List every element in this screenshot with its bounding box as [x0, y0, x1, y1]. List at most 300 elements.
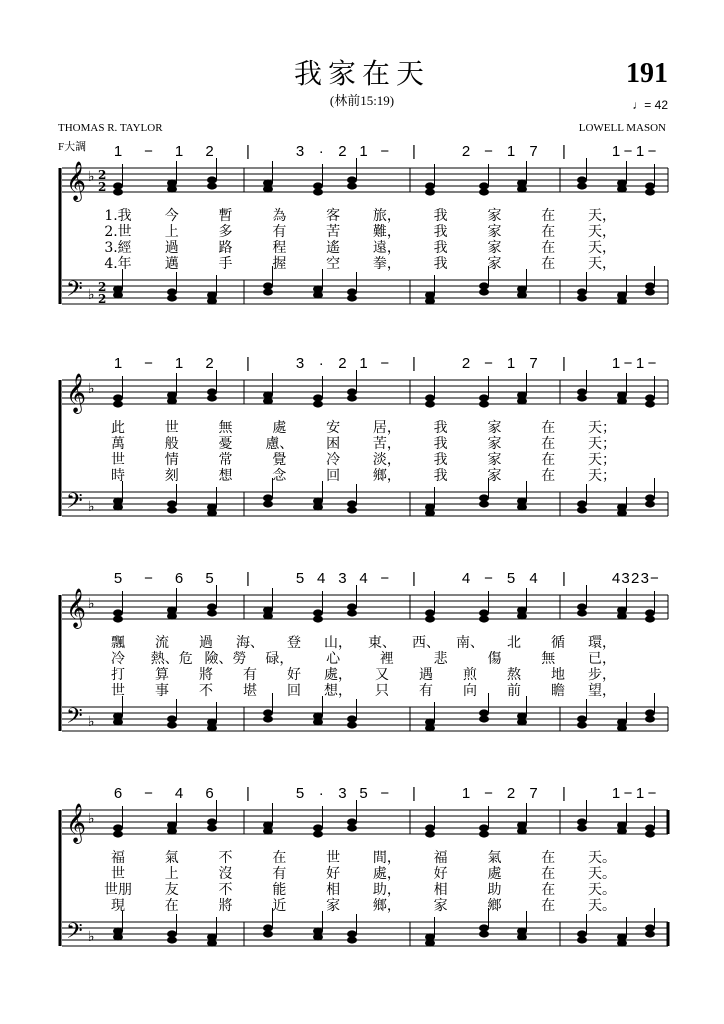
- jianpu-note: 3: [338, 785, 347, 802]
- music-system-2: [0, 350, 724, 540]
- lyric-syllable: 過: [164, 240, 179, 256]
- lyric-syllable: 家: [487, 452, 502, 468]
- lyric-syllable: 能: [272, 882, 287, 898]
- flat-icon: ♭: [88, 929, 95, 945]
- notehead: [577, 721, 587, 728]
- jianpu-note: 1: [611, 785, 621, 802]
- jianpu-note: 2: [338, 143, 347, 160]
- lyric-syllable: 煎: [463, 667, 477, 683]
- time-signature: 2: [98, 168, 107, 182]
- jianpu-note: 5: [113, 570, 123, 587]
- jianpu-note: 2: [631, 570, 640, 587]
- lyric-syllable: 路: [218, 240, 233, 256]
- notehead: [167, 397, 177, 404]
- notehead: [645, 615, 655, 622]
- notehead: [617, 509, 627, 516]
- lyric-syllable: 我: [433, 256, 448, 272]
- lyric-syllable: 冷: [326, 452, 341, 468]
- notehead: [617, 724, 627, 731]
- jianpu-note: 1: [359, 355, 368, 372]
- jianpu-note: 2: [205, 355, 214, 372]
- jianpu-note: 5: [359, 785, 368, 802]
- jianpu-note: 1: [611, 143, 621, 160]
- lyric-syllable: 在: [541, 256, 556, 272]
- lyric-syllable: 家: [433, 898, 448, 914]
- jianpu-barline: |: [562, 143, 566, 160]
- notehead: [207, 824, 217, 831]
- composer-credit: LOWELL MASON: [578, 122, 666, 134]
- lyric-syllable: 在: [541, 898, 556, 914]
- notehead: [645, 500, 655, 507]
- notehead: [425, 400, 435, 407]
- lyric-syllable: 常: [218, 452, 233, 468]
- bass-clef-icon: 𝄢: [66, 277, 83, 307]
- lyric-syllable: 熬: [507, 667, 521, 683]
- lyric-syllable: 4.年: [104, 256, 132, 272]
- jianpu-note: 4: [174, 785, 184, 802]
- notehead: [577, 182, 587, 189]
- lyric-syllable: 向: [463, 683, 477, 699]
- jianpu-note: 3: [621, 570, 630, 587]
- lyric-syllable: 家: [487, 420, 502, 436]
- lyric-syllable: 北: [507, 635, 521, 651]
- jianpu-note: 4: [461, 570, 471, 587]
- lyric-syllable: 無: [218, 420, 233, 436]
- jianpu-note: 6: [205, 785, 214, 802]
- notehead: [167, 612, 177, 619]
- jianpu-barline: |: [246, 570, 250, 587]
- lyric-syllable: 險、勞: [204, 651, 247, 667]
- notehead: [167, 827, 177, 834]
- lyric-syllable: 在: [541, 882, 556, 898]
- lyric-syllable: 氣: [164, 850, 179, 866]
- scripture-reference: (林前15:19): [329, 93, 395, 108]
- jianpu-barline: |: [412, 785, 416, 802]
- notehead: [577, 824, 587, 831]
- lyric-syllable: 過: [199, 635, 213, 651]
- lyric-syllable: 慮、: [265, 436, 294, 452]
- lyric-syllable: 有: [243, 667, 257, 683]
- jianpu-barline: |: [562, 355, 566, 372]
- lyric-syllable: 我: [433, 208, 448, 224]
- notehead: [577, 936, 587, 943]
- jianpu-note: −: [144, 785, 153, 802]
- notehead: [347, 394, 357, 401]
- jianpu-note: 2: [461, 355, 471, 372]
- jianpu-note: −: [623, 143, 633, 160]
- lyric-syllable: 天。: [588, 898, 616, 914]
- lyric-syllable: 沒: [218, 866, 233, 882]
- jianpu-note: 1: [461, 785, 471, 802]
- lyric-syllable: 般: [164, 436, 179, 452]
- jianpu-note: −: [484, 355, 493, 372]
- lyric-syllable: 冷: [111, 651, 125, 667]
- lyric-syllable: 家: [487, 468, 502, 484]
- time-signature: 2: [98, 180, 107, 194]
- notehead: [347, 609, 357, 616]
- lyric-syllable: 家: [487, 208, 502, 224]
- jianpu-note: −: [380, 570, 390, 587]
- notehead: [207, 509, 217, 516]
- lyric-syllable: 現: [111, 898, 125, 914]
- lyric-syllable: 3.經: [104, 240, 132, 256]
- jianpu-note: 5: [506, 570, 516, 587]
- lyric-syllable: 相: [326, 882, 341, 898]
- lyric-syllable: 覺: [272, 452, 287, 468]
- jianpu-note: 2: [506, 785, 516, 802]
- lyric-syllable: 事: [155, 683, 169, 699]
- lyric-syllable: 多: [218, 224, 233, 240]
- lyric-syllable: 客: [326, 208, 341, 224]
- lyric-syllable: 間，: [372, 850, 401, 866]
- jianpu-note: −: [380, 143, 390, 160]
- lyric-syllable: 步，: [588, 667, 616, 683]
- notehead: [167, 294, 177, 301]
- notehead: [347, 936, 357, 943]
- jianpu-note: ·: [318, 143, 324, 160]
- jianpu-note: 3: [295, 143, 305, 160]
- notehead: [113, 188, 123, 195]
- lyric-syllable: 天；: [588, 468, 616, 484]
- notehead: [313, 718, 323, 725]
- jianpu-note: 2: [461, 143, 471, 160]
- lyric-syllable: 時: [111, 468, 125, 484]
- lyric-syllable: 在: [272, 850, 287, 866]
- lyric-syllable: 天；: [588, 420, 616, 436]
- lyric-syllable: 我: [433, 420, 448, 436]
- notehead: [263, 930, 273, 937]
- lyric-syllable: 程: [272, 240, 287, 256]
- music-system-3: [0, 565, 724, 755]
- lyric-syllable: 邁: [164, 256, 179, 272]
- notehead: [167, 506, 177, 513]
- jianpu-note: 1: [174, 143, 184, 160]
- flat-icon: ♭: [88, 381, 95, 397]
- lyric-syllable: 好: [433, 866, 448, 882]
- notehead: [517, 503, 527, 510]
- notehead: [313, 291, 323, 298]
- notehead: [479, 400, 489, 407]
- notehead: [263, 397, 273, 404]
- jianpu-note: 1: [359, 143, 368, 160]
- jianpu-note: −: [623, 355, 633, 372]
- notehead: [479, 188, 489, 195]
- jianpu-barline: |: [246, 355, 250, 372]
- lyric-syllable: 念: [272, 468, 287, 484]
- treble-clef-icon: 𝄞: [66, 161, 87, 201]
- lyric-syllable: 友: [164, 882, 179, 898]
- jianpu-note: −: [144, 570, 153, 587]
- notehead: [113, 933, 123, 940]
- lyric-syllable: 在: [541, 866, 556, 882]
- jianpu-barline: |: [412, 143, 416, 160]
- lyric-syllable: 空: [326, 256, 341, 272]
- jianpu-note: 1: [635, 785, 645, 802]
- jianpu-note: −: [484, 143, 493, 160]
- jianpu-note: 2: [205, 143, 214, 160]
- notehead: [479, 830, 489, 837]
- lyric-syllable: 只: [375, 683, 389, 699]
- notehead: [645, 400, 655, 407]
- lyric-syllable: 刻: [164, 468, 179, 484]
- notehead: [347, 182, 357, 189]
- lyric-syllable: 堪: [243, 683, 257, 699]
- jianpu-note: 1: [113, 355, 123, 372]
- notehead: [425, 615, 435, 622]
- lyric-syllable: 世: [111, 452, 125, 468]
- notehead: [263, 612, 273, 619]
- lyric-syllable: 處: [487, 866, 502, 882]
- lyric-syllable: 助: [487, 882, 502, 898]
- lyric-syllable: 算: [155, 667, 169, 683]
- notehead: [313, 830, 323, 837]
- flat-icon: ♭: [88, 287, 95, 303]
- lyric-syllable: 將: [218, 898, 233, 914]
- jianpu-note: 1: [635, 355, 645, 372]
- notehead: [347, 294, 357, 301]
- lyric-syllable: 困: [326, 436, 341, 452]
- lyric-syllable: 福: [433, 850, 448, 866]
- jianpu-note: ·: [318, 355, 324, 372]
- lyric-syllable: 好: [326, 866, 341, 882]
- lyric-syllable: 情: [164, 452, 179, 468]
- notehead: [517, 291, 527, 298]
- notehead: [313, 615, 323, 622]
- notehead: [617, 939, 627, 946]
- lyric-syllable: 鄉，: [372, 898, 401, 914]
- lyric-syllable: 登: [287, 635, 301, 651]
- notehead: [617, 612, 627, 619]
- jianpu-barline: |: [246, 143, 250, 160]
- lyric-syllable: 想，: [324, 683, 352, 699]
- notehead: [113, 615, 123, 622]
- lyric-syllable: 世: [164, 420, 179, 436]
- jianpu-barline: |: [246, 785, 250, 802]
- notehead: [167, 936, 177, 943]
- jianpu-note: 6: [174, 570, 184, 587]
- bass-clef-icon: 𝄢: [66, 489, 83, 519]
- lyric-syllable: 已，: [588, 651, 616, 667]
- jianpu-note: −: [144, 143, 153, 160]
- lyric-syllable: 此: [111, 420, 125, 436]
- notehead: [517, 612, 527, 619]
- music-system-1: [0, 138, 724, 328]
- lyric-syllable: 不: [218, 850, 233, 866]
- notehead: [479, 500, 489, 507]
- notehead: [577, 294, 587, 301]
- lyric-syllable: 天，: [588, 256, 616, 272]
- lyric-syllable: 海、: [236, 635, 264, 651]
- bass-clef-icon: 𝄢: [66, 704, 83, 734]
- lyric-syllable: 拳，: [372, 256, 401, 272]
- notehead: [313, 400, 323, 407]
- lyric-syllable: 回: [326, 468, 341, 484]
- lyric-syllable: 山，: [324, 635, 352, 651]
- notehead: [617, 297, 627, 304]
- notehead: [425, 939, 435, 946]
- hymn-number: 191: [626, 58, 668, 89]
- notehead: [645, 288, 655, 295]
- jianpu-note: −: [484, 570, 493, 587]
- lyric-syllable: 相: [433, 882, 448, 898]
- lyric-syllable: 在: [541, 224, 556, 240]
- lyric-syllable: 天。: [588, 850, 616, 866]
- jianpu-note: 7: [529, 143, 538, 160]
- lyric-syllable: 在: [541, 452, 556, 468]
- lyric-syllable: 裡: [379, 651, 394, 667]
- lyric-syllable: 流: [155, 635, 169, 651]
- notehead: [425, 188, 435, 195]
- music-system-4: [0, 780, 724, 970]
- jianpu-note: ·: [318, 785, 324, 802]
- lyric-syllable: 天，: [588, 208, 616, 224]
- notehead: [517, 718, 527, 725]
- lyric-syllable: 安: [326, 420, 341, 436]
- lyric-syllable: 1.我: [104, 208, 132, 224]
- lyric-syllable: 處: [272, 420, 287, 436]
- lyric-syllable: 家: [487, 240, 502, 256]
- jianpu-note: 4: [359, 570, 368, 587]
- lyric-syllable: 家: [487, 436, 502, 452]
- notehead: [207, 939, 217, 946]
- notehead: [263, 500, 273, 507]
- notehead: [347, 824, 357, 831]
- lyric-syllable: 遠，: [372, 240, 401, 256]
- jianpu-note: 5: [295, 785, 305, 802]
- lyric-syllable: 淡，: [372, 452, 401, 468]
- notehead: [207, 297, 217, 304]
- lyric-syllable: 望，: [588, 683, 616, 699]
- jianpu-barline: |: [412, 355, 416, 372]
- notehead: [617, 827, 627, 834]
- jianpu-note: 1: [113, 143, 123, 160]
- lyric-syllable: 天，: [588, 240, 616, 256]
- notehead: [479, 930, 489, 937]
- lyric-syllable: 飄: [111, 635, 125, 651]
- key-signature-label: F大調: [58, 141, 87, 153]
- lyric-syllable: 旅，: [372, 208, 401, 224]
- jianpu-note: 7: [529, 785, 538, 802]
- jianpu-barline: |: [562, 785, 566, 802]
- lyric-syllable: 又: [375, 667, 389, 683]
- jianpu-note: −: [647, 785, 657, 802]
- lyric-syllable: 為: [272, 208, 287, 224]
- time-signature: 2: [98, 292, 107, 306]
- treble-clef-icon: 𝄞: [66, 588, 87, 628]
- lyric-syllable: 好: [287, 667, 301, 683]
- lyric-syllable: 2.世: [104, 224, 132, 240]
- lyric-syllable: 處，: [372, 866, 401, 882]
- lyric-syllable: 在: [164, 898, 179, 914]
- jianpu-note: 5: [295, 570, 305, 587]
- lyric-syllable: 助，: [372, 882, 401, 898]
- notehead: [577, 394, 587, 401]
- lyric-syllable: 我: [433, 436, 448, 452]
- lyric-syllable: 世朋: [104, 882, 132, 898]
- lyric-syllable: 南、: [456, 635, 484, 651]
- lyric-syllable: 我: [433, 240, 448, 256]
- lyric-syllable: 遙: [326, 240, 341, 256]
- lyric-syllable: 環，: [588, 635, 616, 651]
- jianpu-note: 1: [506, 355, 516, 372]
- lyric-syllable: 天；: [588, 452, 616, 468]
- lyric-syllable: 無: [541, 651, 556, 667]
- lyric-syllable: 回: [287, 683, 301, 699]
- lyric-syllable: 碌，: [265, 651, 294, 667]
- lyric-syllable: 苦: [326, 224, 341, 240]
- lyric-syllable: 鄉，: [372, 468, 401, 484]
- flat-icon: ♭: [88, 169, 95, 185]
- jianpu-note: 3: [640, 570, 649, 587]
- jianpu-note: −: [484, 785, 493, 802]
- lyric-syllable: 想: [218, 468, 233, 484]
- notehead: [263, 715, 273, 722]
- notehead: [517, 185, 527, 192]
- flat-icon: ♭: [88, 811, 95, 827]
- notehead: [263, 288, 273, 295]
- lyric-syllable: 難，: [372, 224, 401, 240]
- lyric-syllable: 處，: [324, 667, 352, 683]
- lyric-syllable: 家: [487, 256, 502, 272]
- lyric-syllable: 地: [551, 667, 565, 683]
- lyric-syllable: 我: [433, 224, 448, 240]
- lyric-syllable: 在: [541, 436, 556, 452]
- lyric-syllable: 遇: [419, 667, 433, 683]
- lyric-syllable: 我: [433, 452, 448, 468]
- lyric-syllable: 循: [551, 635, 565, 651]
- notehead: [113, 291, 123, 298]
- notehead: [207, 182, 217, 189]
- jianpu-note: 1: [174, 355, 184, 372]
- notehead: [207, 609, 217, 616]
- lyric-syllable: 今: [164, 208, 179, 224]
- lyric-syllable: 世: [111, 866, 125, 882]
- notehead: [313, 188, 323, 195]
- jianpu-note: 4: [611, 570, 621, 587]
- jianpu-note: 1: [506, 143, 516, 160]
- notehead: [425, 830, 435, 837]
- lyric-syllable: 在: [541, 850, 556, 866]
- lyric-syllable: 暫: [218, 208, 233, 224]
- jianpu-note: 3: [338, 570, 347, 587]
- lyric-syllable: 居，: [372, 420, 401, 436]
- lyric-syllable: 我: [433, 468, 448, 484]
- lyric-syllable: 天。: [588, 882, 616, 898]
- lyric-syllable: 熱、危: [150, 651, 193, 667]
- notehead: [347, 721, 357, 728]
- jianpu-note: 4: [529, 570, 538, 587]
- notehead: [263, 827, 273, 834]
- flat-icon: ♭: [88, 714, 95, 730]
- lyric-syllable: 近: [272, 898, 287, 914]
- lyric-syllable: 在: [541, 240, 556, 256]
- notehead: [425, 724, 435, 731]
- notehead: [263, 185, 273, 192]
- jianpu-barline: |: [412, 570, 416, 587]
- lyric-syllable: 在: [541, 420, 556, 436]
- jianpu-note: 7: [529, 355, 538, 372]
- flat-icon: ♭: [88, 499, 95, 515]
- jianpu-note: −: [650, 570, 659, 587]
- notehead: [425, 297, 435, 304]
- lyric-syllable: 心: [326, 651, 341, 667]
- jianpu-note: −: [623, 785, 633, 802]
- lyric-syllable: 有: [272, 866, 287, 882]
- jianpu-note: 1: [611, 355, 621, 372]
- lyric-syllable: 不: [199, 683, 213, 699]
- lyric-syllable: 上: [164, 866, 179, 882]
- tempo-marking: ♩= 42: [632, 98, 668, 112]
